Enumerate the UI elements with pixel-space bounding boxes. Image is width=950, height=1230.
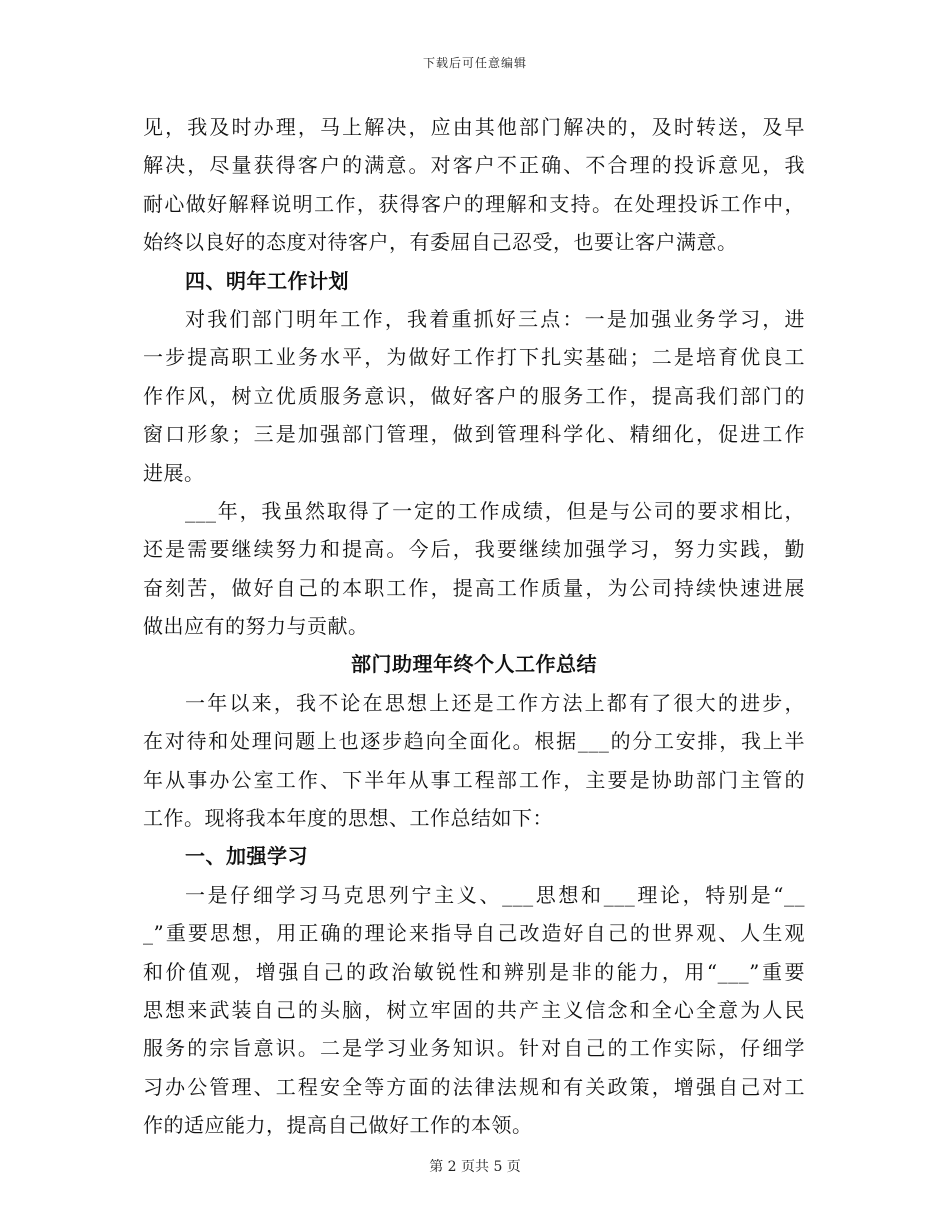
paragraph-line: 思想来武装自己的头脑，树立牢固的共产主义信念和全心全意为人民: [143, 997, 805, 1022]
page-header: 下载后可任意编辑: [422, 56, 527, 70]
paragraph-line: 进展。: [143, 460, 205, 485]
section-heading: 一、加强学习: [185, 844, 308, 869]
paragraph-line: 年从事办公室工作、下半年从事工程部工作，主要是协助部门主管的: [143, 767, 805, 792]
paragraph-line: 对我们部门明年工作，我着重抓好三点：一是加强业务学习，进: [185, 306, 805, 331]
document-title: 部门助理年终个人工作总结: [351, 652, 597, 677]
paragraph-line: 服务的宗旨意识。二是学习业务知识。针对自己的工作实际，仔细学: [143, 1036, 805, 1061]
paragraph-line: 作作风，树立优质服务意识，做好客户的服务工作，提高我们部门的: [143, 383, 805, 408]
paragraph-line: 作的适应能力，提高自己做好工作的本领。: [143, 1113, 533, 1138]
paragraph-line: 工作。现将我本年度的思想、工作总结如下：: [143, 806, 553, 831]
paragraph-line: 见，我及时办理，马上解决，应由其他部门解决的，及时转送，及早: [143, 115, 805, 139]
paragraph-line: 和价值观，增强自己的政治敏锐性和辨别是非的能力，用“___”重要: [143, 959, 805, 984]
paragraph-line: 做出应有的努力与贡献。: [143, 614, 369, 639]
paragraph-line: 习办公管理、工程安全等方面的法律法规和有关政策，增强自己对工: [143, 1074, 805, 1099]
document-body: [143, 108, 805, 1145]
paragraph-line: 耐心做好解释说明工作，获得客户的理解和支持。在处理投诉工作中，: [143, 191, 805, 216]
paragraph-line: 还是需要继续努力和提高。今后，我要继续加强学习，努力实践，勤: [143, 537, 805, 562]
paragraph-line: ___年，我虽然取得了一定的工作成绩，但是与公司的要求相比，: [185, 498, 805, 523]
paragraph-line: 在对待和处理问题上也逐步趋向全面化。根据___的分工安排，我上半: [143, 729, 805, 754]
paragraph-line: 一是仔细学习马克思列宁主义、___思想和___理论，特别是“__: [185, 882, 805, 907]
paragraph-line: 一步提高职工业务水平，为做好工作打下扎实基础；二是培育优良工: [143, 345, 805, 370]
paragraph-line: 解决，尽量获得客户的满意。对客户不正确、不合理的投诉意见，我: [143, 153, 805, 178]
paragraph-line: 一年以来，我不论在思想上还是工作方法上都有了很大的进步，: [185, 690, 805, 715]
section-heading: 四、明年工作计划: [185, 268, 349, 293]
page-number: 第 2 页共 5 页: [429, 1159, 521, 1175]
paragraph-line: _”重要思想，用正确的理论来指导自己改造好自己的世界观、人生观: [143, 921, 805, 946]
paragraph-line: 奋刻苦，做好自己的本职工作，提高工作质量，为公司持续快速进展: [143, 575, 805, 600]
paragraph-line: 始终以良好的态度对待客户，有委屈自己忍受，也要让客户满意。: [143, 230, 738, 255]
paragraph-line: 窗口形象；三是加强部门管理，做到管理科学化、精细化，促进工作: [143, 422, 805, 447]
